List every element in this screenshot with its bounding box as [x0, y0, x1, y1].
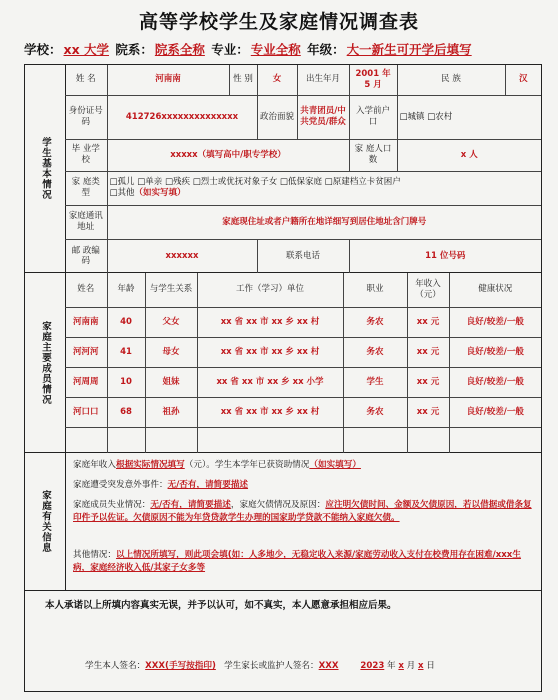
- income-line: [73, 459, 533, 472]
- family-type-options[interactable]: [107, 171, 541, 205]
- col-header-relation: 与学生关系: [145, 273, 197, 307]
- emergency-value: 无/否有，请简要描述: [167, 480, 249, 490]
- grad-school-label: 毕 业学 校: [65, 139, 107, 171]
- year-label: 年: [387, 661, 396, 671]
- basic-info-table: [65, 65, 541, 273]
- member-income: xx 元: [407, 367, 449, 397]
- col-header-income: 年收入（元）: [407, 273, 449, 307]
- day-label: 日: [426, 661, 435, 671]
- other-label: 其他情况：: [73, 550, 116, 560]
- col-header-name: 姓名: [65, 273, 107, 307]
- debt-label: ，家庭欠债情况及原因：: [230, 500, 326, 510]
- emergency-line: [73, 479, 533, 492]
- member-age: 40: [107, 307, 145, 337]
- member-job: 务农: [343, 337, 407, 367]
- unemploy-value: 无/否有，请简要描述: [150, 500, 231, 510]
- member-job: 学生: [343, 367, 407, 397]
- name-label: 姓 名: [65, 65, 107, 95]
- member-income: xx 元: [407, 397, 449, 427]
- sign-year: 2023: [360, 661, 385, 671]
- member-job: 务农: [343, 307, 407, 337]
- school-value: xx 大学: [63, 42, 109, 57]
- member-income: xx 元: [407, 337, 449, 367]
- promise-text: 本人承诺以上所填内容真实无误，并予以认可，如不真实，本人愿意承担相应后果。: [45, 600, 397, 611]
- grade-label: 年级：: [307, 42, 345, 57]
- col-header-age: 年龄: [107, 273, 145, 307]
- table-row: [65, 337, 541, 367]
- sign-day: x: [418, 661, 424, 671]
- grade-value: 大一新生可开学后填写: [346, 42, 472, 57]
- sign-month: x: [398, 661, 404, 671]
- ethnic-label: 民 族: [397, 65, 505, 95]
- col-header-job: 职业: [343, 273, 407, 307]
- hukou-options[interactable]: □城镇 □农村: [397, 95, 541, 139]
- dept-label: 院系：: [115, 42, 153, 57]
- member-relation: 父女: [145, 307, 197, 337]
- name-value: 河南南: [107, 65, 229, 95]
- gender-label: 性 别: [229, 65, 257, 95]
- form-header: [24, 40, 544, 58]
- major-label: 专业：: [211, 42, 249, 57]
- id-value: 412726xxxxxxxxxxxxxx: [107, 95, 257, 139]
- member-income: xx 元: [407, 307, 449, 337]
- member-unit: xx 省 xx 市 xx 乡 xx 村: [197, 307, 343, 337]
- member-health: 良好/较差/一般: [449, 337, 541, 367]
- family-size-value: x 人: [397, 139, 541, 171]
- family-type-options-line2: □其他: [109, 188, 135, 198]
- debt-value: 应注明欠债时间、金额及欠债原因，若以借据或借条复印件予以佐证。欠债原因不能为年贷贷款学生办理的国家助学贷款不能纳入家庭欠债。: [73, 500, 532, 524]
- postal-value: xxxxxx: [107, 239, 257, 273]
- table-row: [65, 307, 541, 337]
- member-relation: 姐妹: [145, 367, 197, 397]
- member-relation: 祖孙: [145, 397, 197, 427]
- address-label: 家庭通讯地址: [65, 205, 107, 239]
- emergency-label: 家庭遭受突发意外事件：: [73, 480, 168, 490]
- family-members-section: [25, 273, 541, 453]
- gender-value: 女: [257, 65, 297, 95]
- member-job: 务农: [343, 397, 407, 427]
- member-age: 41: [107, 337, 145, 367]
- form-sheet: [24, 64, 542, 692]
- family-members-side-label: 家庭主要成员情况: [25, 273, 66, 452]
- family-size-label: 家 庭人口数: [349, 139, 397, 171]
- id-label: 身份证号 码: [65, 95, 107, 139]
- member-health: 良好/较差/一般: [449, 397, 541, 427]
- member-age: 68: [107, 397, 145, 427]
- col-header-health: 健康状况: [449, 273, 541, 307]
- student-sign-value[interactable]: XXX(手写按指印): [145, 661, 216, 671]
- month-label: 月: [406, 661, 416, 671]
- member-health: 良好/较差/一般: [449, 307, 541, 337]
- address-value: 家庭现住址或者户籍所在地详细写到居住地址含门牌号: [107, 205, 541, 239]
- promise-section: [25, 591, 541, 691]
- member-relation: 母女: [145, 337, 197, 367]
- family-related-side-label: 家庭有关信息: [25, 453, 66, 590]
- table-row-empty: [65, 427, 541, 453]
- birth-value: 2001 年 5 月: [349, 65, 397, 95]
- member-unit: xx 省 xx 市 xx 乡 xx 小学: [197, 367, 343, 397]
- member-name: 河口口: [65, 397, 107, 427]
- political-label: 政治面貌: [257, 95, 297, 139]
- other-line: [73, 549, 533, 576]
- family-members-table: [65, 273, 541, 453]
- phone-value: 11 位号码: [349, 239, 541, 273]
- birth-label: 出生年月: [297, 65, 349, 95]
- basic-info-side-label: 学生基本情况: [25, 65, 66, 272]
- members-header-row: [65, 273, 541, 307]
- hukou-label: 入学前户 口: [349, 95, 397, 139]
- guardian-sign-label: 学生家长或监护人签名：: [224, 661, 319, 671]
- basic-info-section: [25, 65, 541, 273]
- school-label: 学校：: [24, 42, 62, 57]
- income-label: 家庭年收入: [73, 460, 116, 470]
- aid-value: （如实填写）: [309, 460, 361, 470]
- table-row: [65, 367, 541, 397]
- member-name: 河南南: [65, 307, 107, 337]
- grad-school-value: xxxxx（填写高中/职专学校）: [107, 139, 349, 171]
- guardian-sign-value[interactable]: XXX: [318, 661, 339, 671]
- member-unit: xx 省 xx 市 xx 乡 xx 村: [197, 397, 343, 427]
- family-type-other: （如实写填）: [134, 188, 186, 198]
- signature-line: [85, 659, 435, 671]
- unemploy-label: 家庭成员失业情况：: [73, 500, 151, 510]
- dept-value: 院系全称: [154, 42, 205, 57]
- family-type-label: 家 庭类 型: [65, 171, 107, 205]
- form-title: 高等学校学生及家庭情况调查表: [138, 11, 419, 33]
- income-mid: （元）。学生本学年已获资助情况: [184, 460, 310, 470]
- col-header-unit: 工作（学习）单位: [197, 273, 343, 307]
- income-value: 根据实际情况填写: [115, 460, 185, 470]
- member-unit: xx 省 xx 市 xx 乡 xx 村: [197, 337, 343, 367]
- member-age: 10: [107, 367, 145, 397]
- phone-label: 联系电话: [257, 239, 349, 273]
- political-value: 共青团员/中共党员/群众: [297, 95, 349, 139]
- ethnic-value: 汉: [505, 65, 541, 95]
- family-type-options-line1: □孤儿 □单亲 □残疾 □烈士或优抚对象子女 □低保家庭 □原建档立卡贫困户: [109, 177, 401, 188]
- unemploy-debt-line: [73, 499, 533, 526]
- member-name: 河河河: [65, 337, 107, 367]
- major-value: 专业全称: [250, 42, 301, 57]
- other-value: 以上情况所填写，则此项会填(如：人多地少，无稳定收入来源/家庭劳动收入支付在校费用存在困难/xxx生病，家庭经济收入低/其家子女多等: [73, 550, 521, 574]
- table-row: [65, 397, 541, 427]
- member-health: 良好/较差/一般: [449, 367, 541, 397]
- family-related-section: [25, 453, 541, 591]
- student-sign-label: 学生本人签名：: [85, 661, 146, 671]
- postal-label: 邮 政编 码: [65, 239, 107, 273]
- member-name: 河周周: [65, 367, 107, 397]
